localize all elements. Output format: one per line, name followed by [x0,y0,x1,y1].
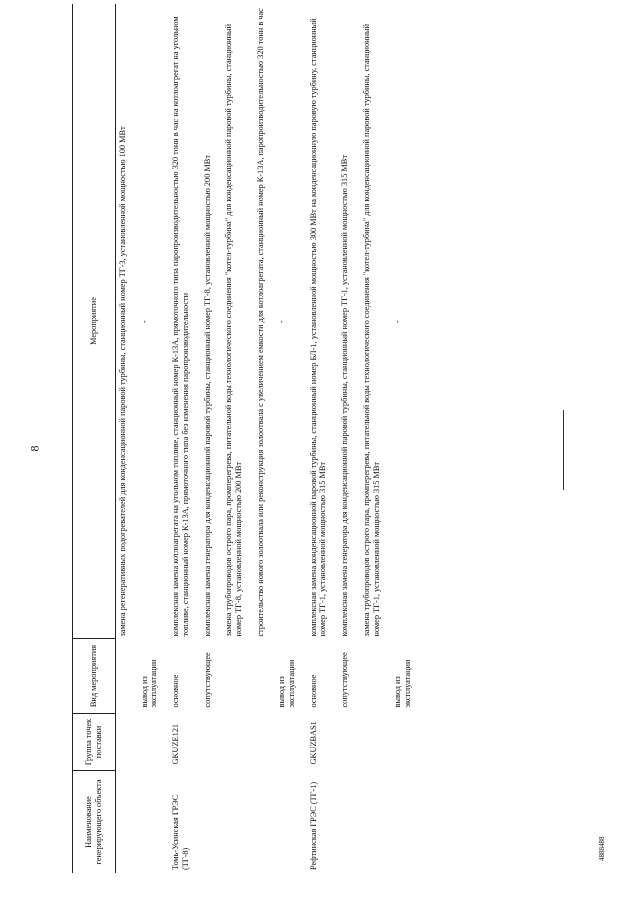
row-spacer [159,4,169,873]
measure-cell: замена трубопроводов острого пара, промперегрева, питательной воды технологического соединения "котел-турбина" для конденсационной паровой турбины, станционный номер ТГ-8, установленной мощностью 200 МВт [224,23,243,637]
row-spacer-cell [159,4,169,873]
row-spacer [212,4,222,873]
object-cell [254,771,266,874]
measure-cell: комплексная замена котлоагрегата на угольном топливе, станционный номер К-13А, прямоточного типа паропроизводительностью 320 тонн в час на котлоагрегат на угольном топливе, станционный номер К-13А, прямоточного типа без изменения паропроизводительности [171,16,190,637]
row-spacer [381,4,391,873]
table-row [201,4,213,873]
object-cell [360,771,381,874]
object-cell: Рефтинская ГРЭС (ТГ-1) [308,781,318,870]
row-spacer-cell [265,4,275,873]
table-body [116,4,413,873]
footnote-rule [563,410,564,490]
measures-table [72,4,413,873]
row-spacer [265,4,275,873]
table-row [307,4,328,873]
document-number: 4888488 [598,836,606,861]
row-spacer-cell [381,4,391,873]
table-header-row [73,4,116,873]
table-row [138,4,159,873]
row-spacer [244,4,254,873]
type-cell: основное [171,674,181,708]
header-object: Наименование генерирующего объекта [73,771,116,874]
measure-cell: комплексная замена генератора для конденсационной паровой турбины, станционный номер ТГ-1, установленной мощностью 315 МВт [340,155,350,637]
table-row [254,4,266,873]
type-cell [222,639,243,714]
table-row [391,4,412,873]
row-spacer [297,4,307,873]
group-cell [254,714,266,771]
object-cell [275,771,296,874]
row-spacer [328,4,338,873]
group-cell [222,714,243,771]
measure-cell: замена регенеративных подогревателей для конденсационной паровой турбины, станционный номер ТГ-3, установленной мощностью 100 МВт [118,126,127,637]
type-cell: сопутствующее [202,652,212,708]
table-row [360,4,381,873]
header-group: Группа точек поставки [73,714,116,771]
group-cell [116,714,128,771]
type-cell [254,639,266,714]
table-row [116,4,128,873]
object-cell [391,771,412,874]
row-spacer-cell [212,4,222,873]
measure-cell: строительство нового золоотвала или реконструкция золоотвала с увеличением емкости для котлоагрегата, станционный номер К-13А, паропроизводительностью 320 тонн в час [255,8,265,637]
row-spacer-cell [128,4,138,873]
row-spacer-cell [350,4,360,873]
object-cell [338,771,350,874]
page-number: 8 [27,445,42,452]
row-spacer-cell [328,4,338,873]
type-cell [116,639,128,714]
object-cell: Томь-Усинская ГРЭС (ТГ-8) [171,794,190,870]
group-cell [360,714,381,771]
table-row [222,4,243,873]
measure-cell: комплексная замена конденсационной паровой турбины, станционный номер БЛ-1, установленной мощностью 300 МВт на конденсационную паровую турбину, станционный номер ТГ-1, установленной мощностью 315 МВт [308,18,328,637]
type-cell: вывод из эксплуатации [139,659,159,708]
measure-cell: - [393,320,403,324]
table-row [169,4,190,873]
type-cell: вывод из эксплуатации [277,659,297,708]
measure-cell: - [139,320,149,324]
row-spacer [191,4,201,873]
group-cell: GKUZBAS1 [308,721,318,765]
table-row [275,4,296,873]
object-cell [116,771,128,874]
object-cell [222,771,243,874]
type-cell: сопутствующее [340,652,350,708]
group-cell [338,714,350,771]
row-spacer-cell [191,4,201,873]
row-spacer [128,4,138,873]
header-measure: Мероприятие [73,4,116,639]
type-cell: вывод из эксплуатации [393,659,412,708]
type-cell [360,639,381,714]
group-cell [201,714,213,771]
type-cell: основное [308,674,318,708]
group-cell: GKUZE121 [171,723,181,765]
object-cell [201,771,213,874]
measure-cell: - [277,320,287,324]
measure-cell: комплексная замена генератора для конденсационной паровой турбины, станционный номер ТГ-8, установленной мощностью 200 МВт [202,155,212,637]
table-row [338,4,350,873]
header-type: Вид мероприятия [73,639,116,714]
group-cell [275,714,296,771]
group-cell [391,714,412,771]
row-spacer-cell [244,4,254,873]
row-spacer-cell [297,4,307,873]
group-cell [138,714,159,771]
rotated-table-container [72,8,542,873]
measure-cell: замена трубопроводов острого пара, промперегрева, питательной воды технологического соединения "котел-турбина" для конденсационной паровой турбины, станционный номер ТГ-1, установленной мощностью 315 МВт [361,23,381,637]
row-spacer [350,4,360,873]
object-cell [138,771,159,874]
